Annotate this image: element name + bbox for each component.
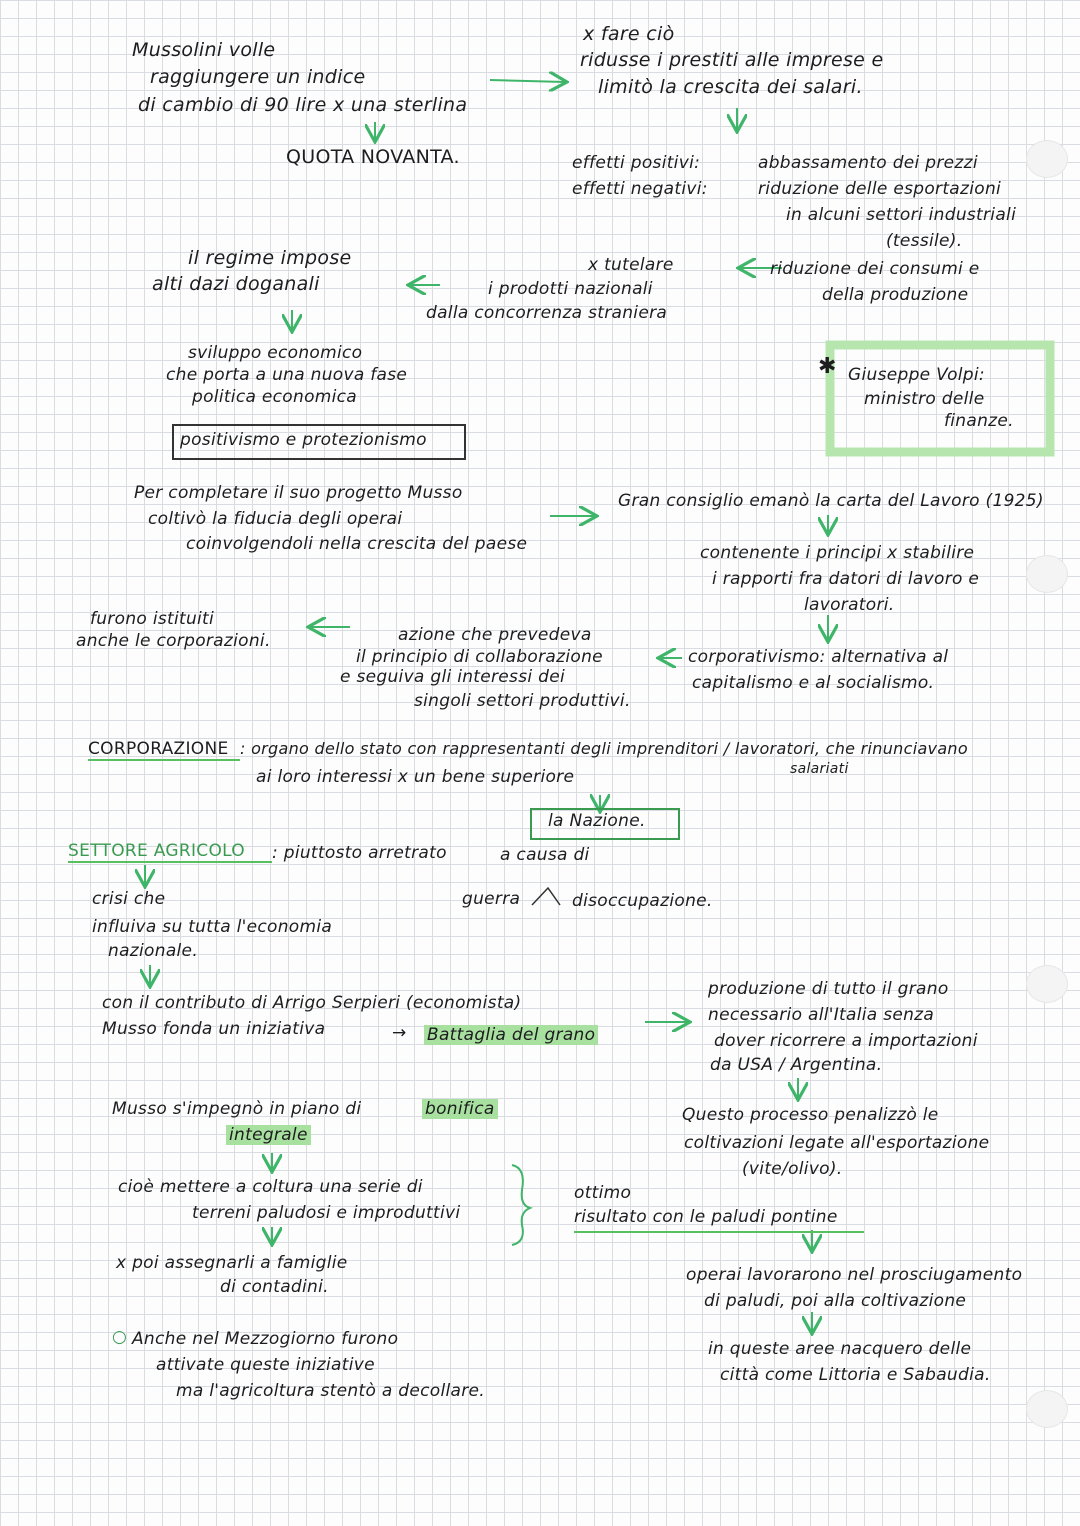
text-line: coltivò la fiducia degli operai: [148, 509, 403, 529]
positivismo-label: positivismo e protezionismo: [180, 430, 427, 450]
text-line: corporativismo: alternativa al: [688, 647, 949, 667]
text-line: azione che prevedeva: [398, 625, 592, 645]
text-line: nazionale.: [108, 941, 199, 961]
effects-negative-label: effetti negativi:: [572, 179, 708, 199]
text-line: x poi assegnarli a famiglie: [116, 1253, 348, 1273]
text-line: in alcuni settori industriali: [786, 205, 1017, 225]
text-line: della produzione: [822, 285, 969, 305]
text-line: i prodotti nazionali: [488, 279, 653, 299]
text-line: necessario all'Italia senza: [708, 1005, 935, 1025]
text-line: coltivazioni legate all'esportazione: [684, 1133, 990, 1153]
text-line: limitò la crescita dei salari.: [598, 76, 863, 98]
text-line: Mussolini volle: [132, 39, 276, 61]
text-line: →: [392, 1023, 407, 1043]
text-line: anche le corporazioni.: [76, 631, 271, 651]
text-line: alti dazi doganali: [152, 273, 320, 295]
quota-novanta: QUOTA NOVANTA.: [286, 146, 460, 168]
text-line: il principio di collaborazione: [356, 647, 603, 667]
integrale-label: integrale: [226, 1124, 311, 1146]
text-line: guerra: [462, 889, 521, 909]
corporazione-label: CORPORAZIONE: [88, 739, 229, 759]
text-line: singoli settori produttivi.: [414, 691, 631, 711]
double-arrow-icon: [532, 888, 560, 905]
text-line: disoccupazione.: [572, 891, 713, 911]
text-line: raggiungere un indice: [150, 66, 366, 88]
text-line: sviluppo economico: [188, 343, 363, 363]
text-line: Musso fonda un iniziativa: [102, 1019, 326, 1039]
text-line: che porta a una nuova fase: [166, 365, 408, 385]
text-line: in queste aree nacquero delle: [708, 1339, 972, 1359]
volpi-line: ministro delle: [864, 389, 985, 409]
text-line: dover ricorrere a importazioni: [714, 1031, 978, 1051]
text-line: Questo processo penalizzò le: [682, 1105, 939, 1125]
text-line: ridusse i prestiti alle imprese e: [580, 49, 884, 71]
text-line: Musso s'impegnò in piano di: [112, 1099, 362, 1119]
text-line: coinvolgendoli nella crescita del paese: [186, 534, 528, 554]
text-line: di contadini.: [220, 1277, 329, 1297]
text-line: (vite/olivo).: [742, 1159, 843, 1179]
text-line: capitalismo e al socialismo.: [692, 673, 935, 693]
text-line: risultato con le paludi pontine: [574, 1207, 838, 1227]
arrow-icon: [490, 80, 565, 82]
text-line: politica economica: [192, 387, 358, 407]
effects-positive-label: effetti positivi:: [572, 153, 701, 173]
text-line: con il contributo di Arrigo Serpieri (economista): [102, 993, 522, 1013]
volpi-line: finanze.: [944, 411, 1014, 431]
text-line: produzione di tutto il grano: [708, 979, 949, 999]
text-line: x fare ciò: [583, 23, 675, 45]
brace-icon: [512, 1165, 530, 1245]
text-line: e seguiva gli interessi dei: [340, 667, 565, 687]
text-line: città come Littoria e Sabaudia.: [720, 1365, 991, 1385]
text-line: (tessile).: [886, 231, 963, 251]
text-line: crisi che: [92, 889, 166, 909]
text-line: x tutelare: [588, 255, 674, 275]
corporazione-definition: : organo dello stato con rappresentanti degli imprenditori / lavoratori, che rinunciavano: [240, 739, 968, 758]
text-line: riduzione dei consumi e: [770, 259, 980, 279]
text-line: Gran consiglio emanò la carta del Lavoro (1925): [618, 491, 1044, 511]
agricolo-label: SETTORE AGRICOLO: [68, 841, 245, 861]
text-line: Anche nel Mezzogiorno furono: [132, 1329, 399, 1349]
bullet-icon: ○: [112, 1327, 128, 1347]
text-line: terreni paludosi e improduttivi: [192, 1203, 461, 1223]
battaglia-label: Battaglia del grano: [424, 1024, 598, 1046]
text-line: il regime impose: [188, 247, 352, 269]
volpi-line: Giuseppe Volpi:: [848, 365, 985, 385]
text-line: operai lavorarono nel prosciugamento: [686, 1265, 1023, 1285]
text-line: ma l'agricoltura stentò a decollare.: [176, 1381, 485, 1401]
text-line: dalla concorrenza straniera: [426, 303, 668, 323]
text-line: salariati: [790, 761, 849, 777]
text-line: ottimo: [574, 1183, 632, 1203]
nazione-label: la Nazione.: [548, 811, 646, 831]
text-line: da USA / Argentina.: [710, 1055, 883, 1075]
text-line: di paludi, poi alla coltivazione: [704, 1291, 967, 1311]
text-line: cioè mettere a coltura una serie di: [118, 1177, 423, 1197]
text-line: Per completare il suo progetto Musso: [134, 483, 463, 503]
effects-positive-value: abbassamento dei prezzi: [758, 153, 978, 173]
text-line: attivate queste iniziative: [156, 1355, 375, 1375]
text-line: influiva su tutta l'economia: [92, 917, 333, 937]
text-line: ai loro interessi x un bene superiore: [256, 767, 575, 787]
agricolo-value: : piuttosto arretrato: [272, 843, 447, 863]
bonifica-label: bonifica: [422, 1098, 498, 1120]
effects-negative-value: riduzione delle esportazioni: [758, 179, 1002, 199]
text-line: contenente i principi x stabilire: [700, 543, 975, 563]
text-line: a causa di: [500, 845, 590, 865]
text-line: lavoratori.: [804, 595, 895, 615]
asterisk-icon: ✱: [818, 354, 837, 379]
text-line: di cambio di 90 lire x una sterlina: [138, 94, 468, 116]
text-line: furono istituiti: [90, 609, 215, 629]
text-line: i rapporti fra datori di lavoro e: [712, 569, 980, 589]
